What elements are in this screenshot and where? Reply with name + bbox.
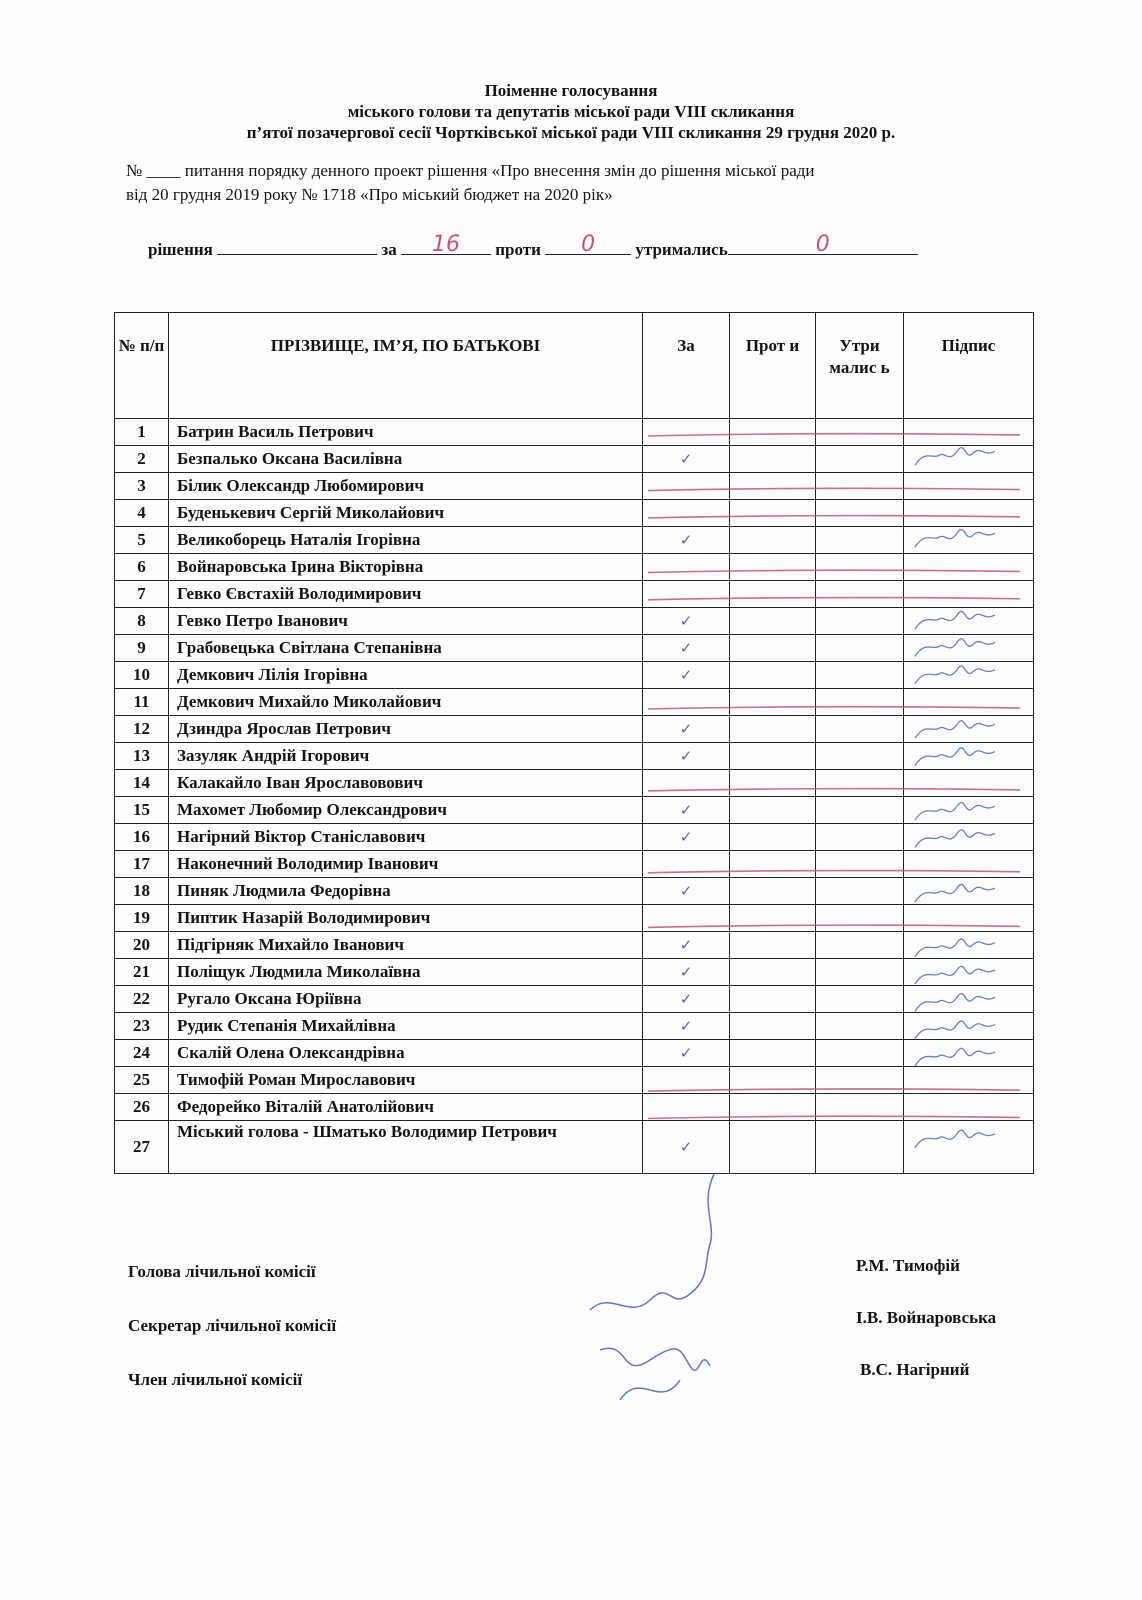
vote-for-cell: ✓ xyxy=(643,932,730,959)
vote-for-cell xyxy=(643,851,730,878)
header-against: Прот и xyxy=(730,313,816,419)
vote-against-cell xyxy=(730,1121,816,1174)
vote-abstained-cell xyxy=(816,986,904,1013)
vote-for-cell xyxy=(643,581,730,608)
signature-cell xyxy=(904,581,1034,608)
secretary-name: І.В. Войнаровська xyxy=(856,1308,997,1327)
title-line-1: Поіменне голосування xyxy=(484,81,658,100)
signature-cell xyxy=(904,689,1034,716)
vote-for-cell: ✓ xyxy=(643,1013,730,1040)
commission-signature xyxy=(590,1174,714,1310)
signature-cell xyxy=(904,878,1034,905)
member-name: Демкович Лілія Ігорівна xyxy=(169,662,643,689)
title-line-3: п’ятої позачергової сесії Чортківської міської ради VIII скликання 29 грудня 2020 р. xyxy=(246,123,896,142)
table-row xyxy=(115,716,1034,743)
member-name: Демкович Михайло Миколайович xyxy=(169,689,643,716)
commission-signature xyxy=(620,1380,680,1400)
title-line-2: міського голови та депутатів міської ради VIII скликання xyxy=(347,102,795,121)
vote-abstained-cell xyxy=(816,689,904,716)
table-row xyxy=(115,905,1034,932)
vote-against-cell xyxy=(730,905,816,932)
vote-abstained-cell xyxy=(816,851,904,878)
row-number: 9 xyxy=(115,635,169,662)
header-abstained: Утри малис ь xyxy=(816,313,904,419)
signature-cell xyxy=(904,662,1034,689)
vote-against-cell xyxy=(730,851,816,878)
chair-name: Р.М. Тимофій xyxy=(856,1256,960,1275)
secretary-label: Секретар лічильної комісії xyxy=(128,1316,337,1335)
header-name: ПРІЗВИЩЕ, ІМ’Я, ПО БАТЬКОВІ xyxy=(169,313,643,419)
row-number: 13 xyxy=(115,743,169,770)
row-number: 6 xyxy=(115,554,169,581)
vote-for-cell xyxy=(643,905,730,932)
row-number: 25 xyxy=(115,1067,169,1094)
vote-tally xyxy=(148,232,918,260)
row-number: 12 xyxy=(115,716,169,743)
vote-abstained-cell xyxy=(816,608,904,635)
vote-abstained-cell xyxy=(816,419,904,446)
row-number: 5 xyxy=(115,527,169,554)
vote-against-cell xyxy=(730,878,816,905)
member-name: Поліщук Людмила Миколаївна xyxy=(169,959,643,986)
table-row xyxy=(115,1121,1034,1174)
row-number: 4 xyxy=(115,500,169,527)
vote-for-cell xyxy=(643,1094,730,1121)
vote-against-cell xyxy=(730,1013,816,1040)
signature-cell xyxy=(904,1094,1034,1121)
for-count-value: 16 xyxy=(431,232,460,257)
vote-abstained-cell xyxy=(816,932,904,959)
vote-for-cell: ✓ xyxy=(643,986,730,1013)
table-row xyxy=(115,527,1034,554)
decision-label: рішення xyxy=(148,240,213,259)
vote-against-cell xyxy=(730,743,816,770)
member-name: Гевко Євстахій Володимирович xyxy=(169,581,643,608)
table-row xyxy=(115,959,1034,986)
table-row xyxy=(115,770,1034,797)
vote-for-cell xyxy=(643,554,730,581)
vote-abstained-cell xyxy=(816,959,904,986)
vote-abstained-cell xyxy=(816,554,904,581)
row-number: 8 xyxy=(115,608,169,635)
vote-for-cell: ✓ xyxy=(643,608,730,635)
table-row xyxy=(115,878,1034,905)
vote-against-cell xyxy=(730,797,816,824)
vote-for-cell: ✓ xyxy=(643,959,730,986)
row-number: 26 xyxy=(115,1094,169,1121)
member-name: Махомет Любомир Олександрович xyxy=(169,797,643,824)
vote-abstained-cell xyxy=(816,716,904,743)
vote-against-cell xyxy=(730,554,816,581)
vote-against-cell xyxy=(730,446,816,473)
signature-cell xyxy=(904,554,1034,581)
for-count xyxy=(401,232,491,257)
member-name: Скалій Олена Олександрівна xyxy=(169,1040,643,1067)
row-number: 16 xyxy=(115,824,169,851)
decision-blank xyxy=(217,236,377,255)
signature-cell xyxy=(904,824,1034,851)
against-label: проти xyxy=(495,240,541,259)
vote-against-cell xyxy=(730,500,816,527)
vote-against-cell xyxy=(730,770,816,797)
member-name: Ругало Оксана Юріївна xyxy=(169,986,643,1013)
vote-abstained-cell xyxy=(816,1094,904,1121)
vote-abstained-cell xyxy=(816,770,904,797)
header-signature: Підпис xyxy=(904,313,1034,419)
vote-abstained-cell xyxy=(816,500,904,527)
member-name: Підгірняк Михайло Іванович xyxy=(169,932,643,959)
table-row xyxy=(115,473,1034,500)
table-row xyxy=(115,581,1034,608)
row-number: 20 xyxy=(115,932,169,959)
table-row xyxy=(115,797,1034,824)
member-name: Федорейко Віталій Анатолійович xyxy=(169,1094,643,1121)
member-name: Тимофій Роман Мирославович xyxy=(169,1067,643,1094)
vote-against-cell xyxy=(730,1040,816,1067)
against-count-value: 0 xyxy=(581,232,596,257)
vote-for-cell xyxy=(643,473,730,500)
member-name: В.С. Нагірний xyxy=(860,1360,970,1379)
vote-for-cell xyxy=(643,770,730,797)
signature-cell xyxy=(904,1067,1034,1094)
vote-abstained-cell xyxy=(816,1121,904,1174)
vote-for-cell xyxy=(643,1067,730,1094)
signature-cell xyxy=(904,419,1034,446)
abstained-count xyxy=(728,232,918,257)
commission-signature xyxy=(600,1348,710,1370)
row-number: 1 xyxy=(115,419,169,446)
member-name: Пиптик Назарій Володимирович xyxy=(169,905,643,932)
member-name: Нагірний Віктор Станіславович xyxy=(169,824,643,851)
vote-abstained-cell xyxy=(816,1067,904,1094)
vote-for-cell: ✓ xyxy=(643,1040,730,1067)
member-name: Грабовецька Світлана Степанівна xyxy=(169,635,643,662)
signature-cell xyxy=(904,770,1034,797)
vote-for-cell: ✓ xyxy=(643,824,730,851)
vote-abstained-cell xyxy=(816,635,904,662)
member-name: Пиняк Людмила Федорівна xyxy=(169,878,643,905)
vote-for-cell: ✓ xyxy=(643,662,730,689)
signature-cell xyxy=(904,446,1034,473)
vote-against-cell xyxy=(730,662,816,689)
vote-abstained-cell xyxy=(816,743,904,770)
vote-against-cell xyxy=(730,959,816,986)
signature-cell xyxy=(904,716,1034,743)
vote-abstained-cell xyxy=(816,527,904,554)
vote-against-cell xyxy=(730,581,816,608)
abstained-count-value: 0 xyxy=(815,232,830,257)
table-header-row xyxy=(115,313,1034,419)
vote-abstained-cell xyxy=(816,824,904,851)
vote-against-cell xyxy=(730,1094,816,1121)
row-number: 17 xyxy=(115,851,169,878)
table-row xyxy=(115,1094,1034,1121)
vote-for-cell: ✓ xyxy=(643,527,730,554)
vote-for-cell: ✓ xyxy=(643,1121,730,1174)
row-number: 18 xyxy=(115,878,169,905)
member-name: Безпалько Оксана Василівна xyxy=(169,446,643,473)
table-row xyxy=(115,608,1034,635)
row-number: 15 xyxy=(115,797,169,824)
signature-cell xyxy=(904,635,1034,662)
vote-for-cell: ✓ xyxy=(643,878,730,905)
agenda-line-2: від 20 грудня 2019 року № 1718 «Про міський бюджет на 2020 рік» xyxy=(126,185,613,204)
member-name: Зазуляк Андрій Ігорович xyxy=(169,743,643,770)
row-number: 27 xyxy=(115,1121,169,1174)
table-row xyxy=(115,446,1034,473)
table-row xyxy=(115,1013,1034,1040)
vote-against-cell xyxy=(730,608,816,635)
table-row xyxy=(115,554,1034,581)
chair-label: Голова лічильної комісії xyxy=(128,1262,316,1281)
vote-abstained-cell xyxy=(816,581,904,608)
row-number: 23 xyxy=(115,1013,169,1040)
vote-abstained-cell xyxy=(816,905,904,932)
member-name: Гевко Петро Іванович xyxy=(169,608,643,635)
signature-cell xyxy=(904,473,1034,500)
member-name: Войнаровська Ірина Вікторівна xyxy=(169,554,643,581)
vote-for-cell: ✓ xyxy=(643,797,730,824)
vote-for-cell: ✓ xyxy=(643,716,730,743)
table-row xyxy=(115,689,1034,716)
row-number: 3 xyxy=(115,473,169,500)
abstained-label: утримались xyxy=(635,240,728,259)
row-number: 14 xyxy=(115,770,169,797)
vote-abstained-cell xyxy=(816,1040,904,1067)
roll-call-table xyxy=(114,312,1034,1174)
vote-abstained-cell xyxy=(816,878,904,905)
header-for: За xyxy=(643,313,730,419)
signature-cell xyxy=(904,1121,1034,1174)
vote-for-cell xyxy=(643,500,730,527)
vote-for-cell xyxy=(643,689,730,716)
row-number: 24 xyxy=(115,1040,169,1067)
for-label: за xyxy=(381,240,397,259)
vote-against-cell xyxy=(730,1067,816,1094)
member-name: Білик Олександр Любомирович xyxy=(169,473,643,500)
signature-cell xyxy=(904,959,1034,986)
vote-for-cell xyxy=(643,419,730,446)
signature-cell xyxy=(904,1013,1034,1040)
signature-cell xyxy=(904,527,1034,554)
signature-cell xyxy=(904,1040,1034,1067)
vote-abstained-cell xyxy=(816,662,904,689)
vote-for-cell: ✓ xyxy=(643,635,730,662)
vote-against-cell xyxy=(730,419,816,446)
header-num: № п/п xyxy=(115,313,169,419)
row-number: 2 xyxy=(115,446,169,473)
table-row xyxy=(115,932,1034,959)
signature-cell xyxy=(904,500,1034,527)
table-row xyxy=(115,824,1034,851)
row-number: 10 xyxy=(115,662,169,689)
agenda-line-1: № ____ питання порядку денного проект рішення «Про внесення змін до рішення міської ради xyxy=(126,161,815,180)
vote-abstained-cell xyxy=(816,797,904,824)
vote-abstained-cell xyxy=(816,1013,904,1040)
table-row xyxy=(115,1040,1034,1067)
member-name: Дзиндра Ярослав Петрович xyxy=(169,716,643,743)
member-label: Член лічильної комісії xyxy=(128,1370,303,1389)
document-header xyxy=(0,80,1142,143)
table-row xyxy=(115,500,1034,527)
signature-cell xyxy=(904,986,1034,1013)
member-name: Наконечний Володимир Іванович xyxy=(169,851,643,878)
table-row xyxy=(115,743,1034,770)
table-row xyxy=(115,851,1034,878)
vote-against-cell xyxy=(730,716,816,743)
against-count xyxy=(545,232,631,257)
vote-against-cell xyxy=(730,635,816,662)
vote-for-cell: ✓ xyxy=(643,446,730,473)
row-number: 22 xyxy=(115,986,169,1013)
table-row xyxy=(115,662,1034,689)
row-number: 7 xyxy=(115,581,169,608)
vote-for-cell: ✓ xyxy=(643,743,730,770)
row-number: 19 xyxy=(115,905,169,932)
member-name: Рудик Степанія Михайлівна xyxy=(169,1013,643,1040)
table-row xyxy=(115,419,1034,446)
vote-against-cell xyxy=(730,689,816,716)
signature-cell xyxy=(904,851,1034,878)
vote-against-cell xyxy=(730,986,816,1013)
signature-cell xyxy=(904,743,1034,770)
table-row xyxy=(115,986,1034,1013)
member-name: Великоборець Наталія Ігорівна xyxy=(169,527,643,554)
member-name: Буденькевич Сергій Миколайович xyxy=(169,500,643,527)
vote-against-cell xyxy=(730,473,816,500)
row-number: 11 xyxy=(115,689,169,716)
member-name: Батрин Василь Петрович xyxy=(169,419,643,446)
vote-abstained-cell xyxy=(816,473,904,500)
signature-cell xyxy=(904,905,1034,932)
member-name: Калакайло Іван Ярославовович xyxy=(169,770,643,797)
table-row xyxy=(115,635,1034,662)
row-number: 21 xyxy=(115,959,169,986)
signature-cell xyxy=(904,608,1034,635)
vote-against-cell xyxy=(730,824,816,851)
table-row xyxy=(115,1067,1034,1094)
signature-cell xyxy=(904,932,1034,959)
vote-abstained-cell xyxy=(816,446,904,473)
signature-cell xyxy=(904,797,1034,824)
vote-against-cell xyxy=(730,932,816,959)
member-name: Міський голова - Шматько Володимир Петрович xyxy=(169,1121,643,1174)
vote-against-cell xyxy=(730,527,816,554)
